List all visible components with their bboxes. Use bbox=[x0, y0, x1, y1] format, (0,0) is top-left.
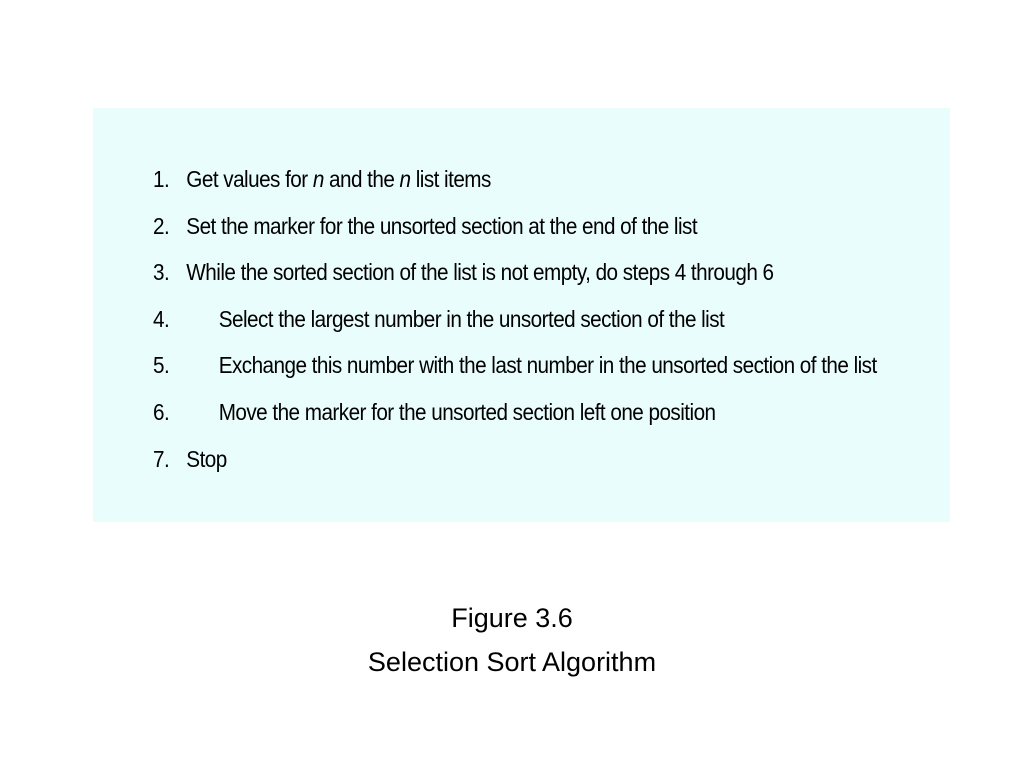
figure-label: Figure 3.6 bbox=[451, 603, 573, 633]
step-number: 5. bbox=[153, 352, 170, 379]
algorithm-step-7 bbox=[153, 444, 877, 491]
step-text: Exchange this number with the last number in the unsorted section of the list bbox=[218, 352, 877, 379]
step-text: Select the largest number in the unsorted section of the list bbox=[218, 305, 725, 332]
step-text-part: Get values for bbox=[186, 166, 313, 192]
algorithm-step-4 bbox=[153, 304, 877, 351]
step-text: While the sorted section of the list is not empty, do steps 4 through 6 bbox=[186, 259, 774, 286]
algorithm-step-5 bbox=[153, 350, 877, 397]
algorithm-step-3 bbox=[153, 257, 877, 304]
variable-n: n bbox=[399, 166, 411, 192]
step-text-part: list items bbox=[410, 166, 491, 192]
algorithm-step-6 bbox=[153, 397, 877, 444]
variable-n: n bbox=[312, 166, 324, 192]
step-text: Stop bbox=[186, 445, 227, 472]
step-text: Set the marker for the unsorted section at the end of the list bbox=[186, 212, 698, 239]
step-number: 3. bbox=[153, 259, 170, 286]
algorithm-step-1 bbox=[153, 164, 877, 211]
step-number: 2. bbox=[153, 212, 170, 239]
figure-title: Selection Sort Algorithm bbox=[367, 647, 657, 677]
algorithm-box bbox=[93, 108, 950, 522]
step-number: 1. bbox=[153, 166, 170, 192]
step-number: 6. bbox=[153, 398, 170, 425]
step-text: Move the marker for the unsorted section left one position bbox=[218, 398, 716, 425]
algorithm-steps bbox=[153, 164, 877, 490]
step-number: 4. bbox=[153, 305, 170, 332]
algorithm-step-2 bbox=[153, 211, 877, 258]
step-text-part: and the bbox=[323, 166, 400, 192]
step-text bbox=[186, 164, 491, 194]
step-number: 7. bbox=[153, 445, 170, 472]
